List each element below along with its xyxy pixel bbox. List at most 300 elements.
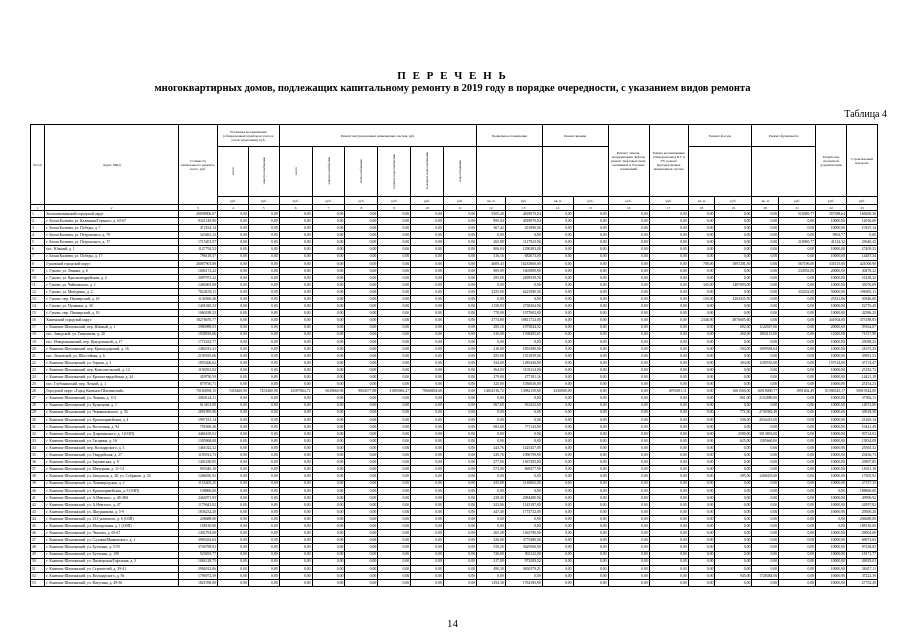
table-cell: 0,00 xyxy=(378,296,411,303)
table-cell: 0,00 xyxy=(688,409,715,416)
table-cell: 1122927,60 xyxy=(752,324,779,331)
table-cell: 879750,71 xyxy=(178,381,217,388)
table-cell: 1075844,52 xyxy=(505,324,542,331)
table-cell: 0,00 xyxy=(218,430,249,437)
table-cell: 0,00 xyxy=(279,274,312,281)
address-cell: г. Каменск-Шахтинский, ул. А.Невского, д. 47 xyxy=(45,501,179,508)
table-cell: 10000,00 xyxy=(816,544,847,551)
table-cell: 10000,00 xyxy=(816,345,847,352)
table-cell: 30 xyxy=(31,416,45,423)
table-cell: 357388,64 xyxy=(816,211,847,218)
table-cell: 17 xyxy=(31,324,45,331)
table-cell: 3 xyxy=(31,225,45,232)
table-cell: 285,10 xyxy=(477,324,506,331)
table-cell: 0,00 xyxy=(248,345,279,352)
table-cell: 0,00 xyxy=(378,565,411,572)
table-cell: 0,00 xyxy=(312,338,345,345)
address-cell: г. Каменск-Шахтинский, ул. Бутченко, д. 109 xyxy=(45,551,179,558)
table-cell: 0,00 xyxy=(218,232,249,239)
table-cell: 0,00 xyxy=(649,359,688,366)
table-cell: 0,00 xyxy=(779,381,816,388)
table-cell: 0,00 xyxy=(312,331,345,338)
table-cell: 0,00 xyxy=(649,267,688,274)
table-cell: 0,00 xyxy=(649,289,688,296)
table-cell: 0,00 xyxy=(608,274,649,281)
table-cell: 0,00 xyxy=(279,537,312,544)
unit: руб. xyxy=(608,197,649,205)
table-cell: 0,00 xyxy=(573,253,608,260)
table-cell: 0,00 xyxy=(444,430,477,437)
table-cell: 0,00 xyxy=(779,402,816,409)
table-cell: 447,40 xyxy=(477,508,506,515)
table-cell: 0,00 xyxy=(505,523,542,530)
address-cell: г. Каменск-Шахтинский, ул. Пионерская/Гофтмана, д. 3 xyxy=(45,558,179,565)
table-cell: 0,00 xyxy=(542,296,573,303)
table-cell: 0,00 xyxy=(378,530,411,537)
table-cell: 0,00 xyxy=(218,246,249,253)
table-cell: 0,00 xyxy=(411,572,444,579)
table-cell: 0,00 xyxy=(411,579,444,586)
table-row xyxy=(31,211,878,218)
table-cell: 0,00 xyxy=(218,324,249,331)
table-cell: 52776,40 xyxy=(846,303,877,310)
table-cell: 0,00 xyxy=(444,523,477,530)
table-cell: 0,00 xyxy=(477,296,506,303)
table-cell: 0,00 xyxy=(218,466,249,473)
table-row xyxy=(31,317,878,324)
table-cell: 0,00 xyxy=(345,558,378,565)
table-cell: 0,00 xyxy=(345,246,378,253)
table-cell: 0,00 xyxy=(345,438,378,445)
table-cell: 0,00 xyxy=(573,579,608,586)
table-cell: 10000,00 xyxy=(816,501,847,508)
table-cell: 0,00 xyxy=(649,494,688,501)
table-cell: 0,00 xyxy=(542,324,573,331)
header-blank xyxy=(688,147,752,197)
table-cell: 0,00 xyxy=(248,239,279,246)
address-cell: г. Каменск-Шахтинский, ул. Дзержинского, д. 1 (ОЗП) xyxy=(45,430,179,437)
table-cell: 0,00 xyxy=(345,331,378,338)
table-cell: 0,00 xyxy=(688,551,715,558)
table-cell: 0,00 xyxy=(378,289,411,296)
table-cell: 0,00 xyxy=(411,438,444,445)
table-cell: 0,00 xyxy=(649,211,688,218)
table-cell: 1117923,00 xyxy=(505,239,542,246)
table-cell: 0,00 xyxy=(688,232,715,239)
table-cell: 0,00 xyxy=(752,508,779,515)
table-cell: 929293,77 xyxy=(178,551,217,558)
address-cell: г. Каменск-Шахтинский, ул. Ватутина, д. 49-56 xyxy=(45,579,179,586)
table-cell: 0,00 xyxy=(715,289,752,296)
column-number: 10 xyxy=(411,205,444,211)
table-cell: 0,00 xyxy=(649,487,688,494)
table-cell: 0,00 xyxy=(279,374,312,381)
table-cell: 0,00 xyxy=(649,274,688,281)
table-cell: 0,00 xyxy=(378,416,411,423)
table-cell: 198860,00 xyxy=(178,487,217,494)
table-cell: 0,00 xyxy=(573,487,608,494)
table-cell: 0,00 xyxy=(378,438,411,445)
table-cell: 0,00 xyxy=(378,501,411,508)
table-cell: 2346,00 xyxy=(688,317,715,324)
table-cell: 316,16 xyxy=(477,253,506,260)
table-cell: 0,00 xyxy=(218,211,249,218)
table-cell: 0,00 xyxy=(279,310,312,317)
table-cell: 539,20 xyxy=(477,544,506,551)
table-cell: 0,00 xyxy=(649,310,688,317)
table-cell: 0,00 xyxy=(649,459,688,466)
table-cell: 0,00 xyxy=(608,381,649,388)
table-cell: 0,00 xyxy=(312,530,345,537)
table-cell: 42586,23 xyxy=(846,310,877,317)
table-cell: 0,00 xyxy=(378,345,411,352)
table-cell: 5 xyxy=(31,239,45,246)
table-cell: 0,00 xyxy=(505,430,542,437)
table-cell: 188130,00 xyxy=(846,523,877,530)
table-cell: 7453460,90 xyxy=(218,388,249,395)
table-cell: 0,00 xyxy=(345,253,378,260)
address-cell: г. Каменск-Шахтинский, ул. Шкурникова, д. 5-9 xyxy=(45,508,179,515)
table-row xyxy=(31,572,878,579)
table-cell: 0,00 xyxy=(411,565,444,572)
table-cell: 0,00 xyxy=(411,253,444,260)
address-cell: г. Каменск-Шахтинский, ул. Красноармейская, д. 4 xyxy=(45,416,179,423)
table-cell: 0,00 xyxy=(248,579,279,586)
table-cell: 35618,50 xyxy=(846,409,877,416)
table-cell: 0,00 xyxy=(573,324,608,331)
table-cell: 0,00 xyxy=(573,338,608,345)
table-cell: 0,00 xyxy=(779,459,816,466)
table-cell: 0,00 xyxy=(752,523,779,530)
table-cell: 0,00 xyxy=(573,317,608,324)
table-cell: 0,00 xyxy=(542,438,573,445)
table-cell: 0,00 xyxy=(378,544,411,551)
table-cell: 0,00 xyxy=(444,516,477,523)
table-cell: 0,00 xyxy=(248,232,279,239)
table-cell: 0,00 xyxy=(444,289,477,296)
table-cell: 16 xyxy=(31,317,45,324)
table-cell: 0,00 xyxy=(279,324,312,331)
table-cell: 0,00 xyxy=(779,317,816,324)
table-cell: 33 xyxy=(31,438,45,445)
table-cell: 796118,37 xyxy=(178,253,217,260)
table-cell: 0,00 xyxy=(608,260,649,267)
table-cell: 1403180,85 xyxy=(178,459,217,466)
table-cell: 0,00 xyxy=(378,381,411,388)
table-cell: 1897281,50 xyxy=(715,260,752,267)
table-cell: 0,00 xyxy=(688,395,715,402)
table-cell: 0,00 xyxy=(411,501,444,508)
table-cell: 0,00 xyxy=(279,296,312,303)
table-cell: 0,00 xyxy=(279,459,312,466)
table-cell: 0,00 xyxy=(218,303,249,310)
table-cell: 0,00 xyxy=(715,303,752,310)
table-cell: 0,00 xyxy=(715,480,752,487)
table-cell: 10000,00 xyxy=(816,508,847,515)
table-cell: 0,00 xyxy=(218,317,249,324)
table-cell: 0,00 xyxy=(218,367,249,374)
table-cell: 0,00 xyxy=(542,466,573,473)
table-cell: 0,00 xyxy=(649,523,688,530)
table-cell: 0,00 xyxy=(248,267,279,274)
table-cell: 490,30 xyxy=(477,565,506,572)
table-cell: 0,00 xyxy=(477,473,506,480)
table-cell: 0,00 xyxy=(444,260,477,267)
table-cell: 0,00 xyxy=(411,352,444,359)
table-cell: 0,00 xyxy=(248,211,279,218)
table-cell: 0,00 xyxy=(279,416,312,423)
table-cell: 0,00 xyxy=(218,501,249,508)
table-cell: 2464971,93 xyxy=(178,494,217,501)
table-cell: 0,00 xyxy=(444,480,477,487)
table-cell: 14652516,72 xyxy=(477,388,506,395)
table-cell: 10000,00 xyxy=(816,367,847,374)
table-cell: 0,00 xyxy=(715,246,752,253)
table-cell: 0,00 xyxy=(846,232,877,239)
table-cell: 0,00 xyxy=(279,572,312,579)
table-cell: 561452,00 xyxy=(505,402,542,409)
header-sub: всего xyxy=(218,147,249,197)
table-cell: 459750,59 xyxy=(178,374,217,381)
table-cell: 12 xyxy=(31,289,45,296)
table-cell: 3913833,00 xyxy=(752,430,779,437)
table-cell: 0,00 xyxy=(279,303,312,310)
table-cell: 1185555,00 xyxy=(752,359,779,366)
table-cell: 316,00 xyxy=(477,331,506,338)
table-cell: 216,00 xyxy=(477,345,506,352)
table-cell: 0,00 xyxy=(573,274,608,281)
column-number: 3 xyxy=(178,205,217,211)
header-lift: Ремонт, замена, модернизация лифтов, ремонт лифтовых шахт, машинных и блочных помещений xyxy=(608,125,649,197)
table-cell: 196091,11 xyxy=(846,289,877,296)
unit: руб. xyxy=(715,197,752,205)
table-cell: 157514,00 xyxy=(816,359,847,366)
table-cell: 0,00 xyxy=(411,367,444,374)
table-cell: 0,00 xyxy=(573,260,608,267)
table-cell: 0,00 xyxy=(752,452,779,459)
table-cell: 0,00 xyxy=(649,452,688,459)
table-cell: 0,00 xyxy=(649,260,688,267)
table-cell: 0,00 xyxy=(608,558,649,565)
table-cell: 472163,14 xyxy=(178,225,217,232)
table-cell: 25 xyxy=(31,381,45,388)
unit: кв. м xyxy=(542,197,573,205)
table-cell: 0,00 xyxy=(312,487,345,494)
table-cell: 10000,00 xyxy=(816,565,847,572)
table-cell: 0,00 xyxy=(345,338,378,345)
table-cell: 1425457,00 xyxy=(505,445,542,452)
column-number: 15 xyxy=(573,205,608,211)
table-cell: 0,00 xyxy=(444,565,477,572)
table-cell: 2499559,50 xyxy=(505,274,542,281)
table-cell: 0,00 xyxy=(444,232,477,239)
table-cell: 0,00 xyxy=(218,352,249,359)
table-row xyxy=(31,225,878,232)
table-cell: 0,00 xyxy=(715,381,752,388)
table-cell: 0,00 xyxy=(411,523,444,530)
table-cell: 23 xyxy=(31,367,45,374)
table-cell: 1004115,00 xyxy=(752,331,779,338)
unit: руб. xyxy=(846,197,877,205)
table-cell: 0,00 xyxy=(542,530,573,537)
table-cell: 0,00 xyxy=(477,281,506,288)
table-cell: 0,00 xyxy=(345,296,378,303)
table-cell: 0,00 xyxy=(752,423,779,430)
table-cell: 0,00 xyxy=(345,473,378,480)
table-cell: 367,42 xyxy=(477,225,506,232)
address-cell: Городской округ «Город Каменск-Шахтинский» xyxy=(45,388,179,395)
table-cell: 0,00 xyxy=(573,267,608,274)
table-cell: 10000,00 xyxy=(816,558,847,565)
table-cell: 395,00 xyxy=(715,473,752,480)
table-cell: 0,00 xyxy=(312,537,345,544)
table-cell: 0,00 xyxy=(542,537,573,544)
table-cell: 0,00 xyxy=(608,473,649,480)
unit: руб. xyxy=(218,197,249,205)
table-cell: 0,00 xyxy=(573,281,608,288)
table-cell: 0,00 xyxy=(608,572,649,579)
table-cell: 0,00 xyxy=(573,359,608,366)
table-cell: 901122,00 xyxy=(505,551,542,558)
table-cell: 10000,00 xyxy=(816,423,847,430)
address-cell: г. Гуково, пер. Пионерский, д. 18 xyxy=(45,296,179,303)
table-cell: 0,00 xyxy=(649,530,688,537)
table-cell: 0,00 xyxy=(649,218,688,225)
table-cell: 0,00 xyxy=(649,438,688,445)
address-cell: г. Каменск-Шахтинский, ул. Красногвардейская, д. 24 xyxy=(45,374,179,381)
table-cell: 238,45 xyxy=(477,494,506,501)
table-cell: 277,00 xyxy=(477,459,506,466)
table-cell: 0,00 xyxy=(542,281,573,288)
header-roof: Ремонт крыши xyxy=(542,125,608,147)
table-cell: 36 xyxy=(31,459,45,466)
table-cell: 37902,11 xyxy=(846,395,877,402)
address-cell: г. Каменск-Шахтинский, ул. Бутченко, д. 5-55 xyxy=(45,544,179,551)
table-cell: 0,00 xyxy=(779,501,816,508)
table-cell: 10000,00 xyxy=(816,572,847,579)
table-cell: 1487893,00 xyxy=(715,281,752,288)
table-cell: 0,00 xyxy=(218,260,249,267)
table-cell: 0,00 xyxy=(752,579,779,586)
table-cell: 10167,14 xyxy=(846,225,877,232)
table-cell: 38417,11 xyxy=(846,565,877,572)
table-cell: 0,00 xyxy=(378,253,411,260)
table-cell: 0,00 xyxy=(218,544,249,551)
table-cell: 0,00 xyxy=(345,452,378,459)
table-cell: 0,00 xyxy=(688,388,715,395)
table-cell: 0,00 xyxy=(411,338,444,345)
table-cell: 0,00 xyxy=(248,537,279,544)
table-cell: 49 xyxy=(31,551,45,558)
table-cell: 0,00 xyxy=(608,218,649,225)
table-cell: 30478,22 xyxy=(846,267,877,274)
table-cell: 0,00 xyxy=(752,232,779,239)
table-cell: 28 xyxy=(31,402,45,409)
table-cell: 0,00 xyxy=(345,402,378,409)
table-cell: 0,00 xyxy=(608,480,649,487)
table-cell: 0,00 xyxy=(688,508,715,515)
table-cell: 0,00 xyxy=(573,551,608,558)
table-cell: 2 xyxy=(31,218,45,225)
table-cell: 0,00 xyxy=(573,402,608,409)
table-cell: 0,00 xyxy=(411,452,444,459)
table-cell: 0,00 xyxy=(779,480,816,487)
table-cell: 0,00 xyxy=(542,459,573,466)
column-number: 20 xyxy=(752,205,779,211)
table-cell: 206688,00 xyxy=(178,516,217,523)
table-row xyxy=(31,558,878,565)
table-cell: 0,00 xyxy=(411,459,444,466)
table-cell: 0,00 xyxy=(345,480,378,487)
table-cell: 0,00 xyxy=(608,303,649,310)
table-cell: 0,00 xyxy=(688,331,715,338)
table-cell: 0,00 xyxy=(688,572,715,579)
table-cell: 0,00 xyxy=(345,423,378,430)
table-cell: 0,00 xyxy=(779,338,816,345)
table-cell: 0,00 xyxy=(688,487,715,494)
table-cell: 0,00 xyxy=(444,274,477,281)
table-cell: 0,00 xyxy=(649,473,688,480)
table-cell: 0,00 xyxy=(218,402,249,409)
table-cell: 0,00 xyxy=(312,381,345,388)
table-cell: 0,00 xyxy=(378,452,411,459)
table-cell: 38 xyxy=(31,473,45,480)
table-cell: 0,00 xyxy=(218,239,249,246)
header-cost: Стоимость капитального ремонта, всего, руб. xyxy=(178,125,217,205)
table-cell: 0,00 xyxy=(345,289,378,296)
address-cell: г. Каменск-Шахтинский, ул. Кузнецова, д. 1 xyxy=(45,402,179,409)
table-cell: 1150,03 xyxy=(477,303,506,310)
table-cell: 0,00 xyxy=(279,317,312,324)
table-cell: 0,00 xyxy=(542,579,573,586)
table-cell: 10000,00 xyxy=(816,253,847,260)
table-cell: 0,00 xyxy=(218,508,249,515)
table-cell: 0,00 xyxy=(573,345,608,352)
table-cell: 0,00 xyxy=(218,274,249,281)
table-cell: 0,00 xyxy=(444,579,477,586)
table-cell: 0,00 xyxy=(312,409,345,416)
table-cell: 14421,18 xyxy=(846,374,877,381)
table-cell: 0,00 xyxy=(378,267,411,274)
table-cell: 0,00 xyxy=(218,381,249,388)
table-cell: 11000,00 xyxy=(816,331,847,338)
table-cell: 0,00 xyxy=(715,558,752,565)
table-cell: 10000,00 xyxy=(816,438,847,445)
table-cell: 10000,00 xyxy=(816,218,847,225)
table-cell: 0,00 xyxy=(444,537,477,544)
table-cell: 0,00 xyxy=(411,381,444,388)
table-cell: 0,00 xyxy=(248,359,279,366)
table-cell: 0,00 xyxy=(248,480,279,487)
unit: кв. м xyxy=(688,197,715,205)
table-cell: 0,00 xyxy=(444,452,477,459)
table-row xyxy=(31,324,878,331)
address-cell: г. Белая Калитва, ул. Победы, д. 17 xyxy=(45,253,179,260)
table-cell: 0,00 xyxy=(608,296,649,303)
table-cell: 0,00 xyxy=(688,345,715,352)
address-cell: г. Белая Калитва, ул. Петровского, д. 17 xyxy=(45,239,179,246)
table-cell: 0,00 xyxy=(378,374,411,381)
table-cell: 0,00 xyxy=(649,402,688,409)
table-cell: 0,00 xyxy=(279,359,312,366)
table-cell: 0,00 xyxy=(444,388,477,395)
table-cell: 0,00 xyxy=(279,281,312,288)
table-cell: 0,00 xyxy=(573,296,608,303)
table-cell: 0,00 xyxy=(248,466,279,473)
table-cell: 0,00 xyxy=(608,402,649,409)
table-cell: 0,00 xyxy=(608,416,649,423)
unit: руб. xyxy=(411,197,444,205)
